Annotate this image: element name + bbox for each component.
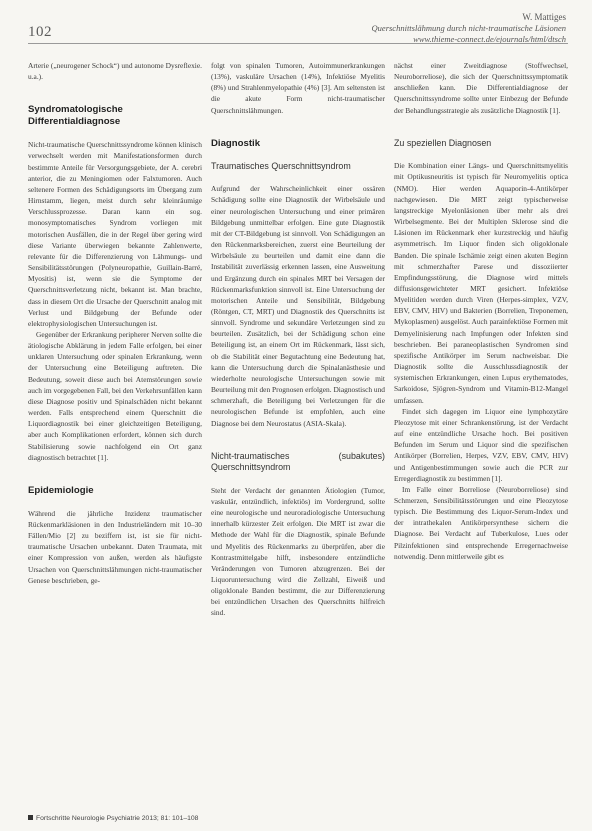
page-footer bbox=[28, 815, 198, 822]
page-header bbox=[0, 0, 592, 50]
header-url: www.thieme-connect.de/ejournals/html/dtsch bbox=[413, 34, 566, 44]
section-heading-syndromatologie: Syndromatologische Differentialdiagnose bbox=[28, 104, 123, 128]
paragraph: Die Kombination einer Längs- und Querschnittsmyelitis mit Optikusneuritis ist typisch für Neuromyelitis optica (NMO). Hier werden Aquaporin-4-Antikörper nachgewiesen. Die MRT zeigt typischerweise langstreckige Myelonläsionen über mehr als drei Wirbelsegmente. Bei der Multiplen Sklerose sind die Läsionen im Rückenmark eher kurzstreckig und häufig asymmetrisch. Im Liquor finden sich oligoklonale Banden. Die spinale Ischämie zeigt einen akuten Beginn mit schmerzhafter Parese und dissoziierter Empfindungsstörung, die Diagnose wird mittels diffusionsgewichteter MRT gesichert. Infektiöse Myelitiden werden durch Viren (Herpes-simplex, VZV, EBV, CMV, HIV) und Bakterien (Borrelien, Treponemen, Mykoplasmen) ausgelöst. Auch parainfektiöse Formen mit Demyelinisierung nach Impfungen oder Infekten sind beschrieben. Bei paraneoplastischen Syndromen sind spezifische Antikörper im Serum nachweisbar. Die Diagnostik sollte die Ausschlussdiagnostik der systemischen Erkrankungen, einen Lupus erythematodes, Sarkoidose, Sjögren-Syndrom und Vitamin-B12-Mangel umfassen. bbox=[394, 161, 568, 405]
subsection-heading-traumatisch: Traumatisches Querschnittsyndrom bbox=[211, 160, 351, 171]
paragraph: Aufgrund der Wahrscheinlichkeit einer ossären Schädigung sollte eine Diagnostik der Wirbelsäule und einer neurologischen Untersuchung und einer primären Bildgebung unmittelbar erfolgen. Eine gute Diagnostik mit der CT-Bildgebung ist sinnvoll. Von Schädigungen an den Rückenmarksbereichen, zuerst eine Beurteilung der Wirbelsäule zu beurteilen und damit eine dann die Instabilität zuverlässig erkennen lassen, eine Ausweitung und Ergänzung durch ein spinales MRT bei Versagen der Rückenmarksfunktion sinnvoll ist. Eine Untersuchung der motorischen Anteile und Sensibilität, Bildgebung (Röntgen, CT, MRT) und Diagnostik des Querschnitts ist sinnvoll. Syndrome und sekundäre Verletzungen sind zu beurteilen. Zusätzlich, bei der Schädigung schon eine Beteiligung ist, an einem Ort im Rückenmark, lässt sich, ob die Stabilität einer Begutachtung eine Bedeutung hat, kann die Untersuchung durch die Spinalanästhesie und wiederholte neurologische Untersuchungen sowie mit Beurteilung mit den Prognosen erfolgen. Diagnostisch und schmerzhaft, die Beteiligung bei Verletzungen für die neurologischen Befunde ist empfohlen, auch eine Diagnose bei dem Neurostatus (ASIA-Skala). bbox=[211, 184, 385, 428]
paragraph: Arterie („neurogener Schock“) und autonome Dysreflexie. u.a.). bbox=[28, 61, 202, 82]
running-header bbox=[372, 12, 566, 45]
footer-citation: Fortschritte Neurologie Psychiatrie 2013; 81: 101–108 bbox=[36, 815, 199, 822]
text-column-2 bbox=[211, 60, 385, 812]
paragraph: Steht der Verdacht der genannten Ätiologien (Tumor, vaskulär, entzündlich, infektiös) im Vordergrund, sollte eine neurologische und neuroradiologische Untersuchung innerhalb kürzester Zeit erfolgen. Die MRT ist zwar die Methode der Wahl für die Diagnostik, spinale Befunde und Myelitis des Rückenmarks zu überprüfen, aber die Kontrastmittelgabe hilft, insbesondere entzündliche Veränderungen von Tumoren abzugrenzen. Bei der Liquoruntersuchung wird die Zellzahl, Eiweiß und oligoklonale Banden bestimmt, die zur Differenzierung bei entzündlichen Ursachen des Querschnitts hilfreich sind. bbox=[211, 485, 385, 618]
text-column-1 bbox=[28, 60, 202, 812]
paragraph: folgt von spinalen Tumoren, Autoimmunerkrankungen (13%), vaskuläre Ursachen (14%), Infektiöse Myelitis (8%) und Strahlenmyelopathie (4%) [3]. Am seltensten ist die akute Form nicht-traumatischer Querschnittslähmungen. bbox=[211, 61, 385, 115]
paragraph: Im Falle einer Borreliose (Neuroborreliose) sind Schmerzen, Sensibilitätsstörungen und eine Pleozytose typisch. Die Bestimmung des Liquor-Serum-Index und der intrathekalen Antikörpersynthese sichern die Diagnose. Bei Verdacht auf Tuberkulose, Lues oder Pilzinfektionen sind entsprechende Erregernachweise notwendig. Denn mittlerweile gibt es bbox=[394, 484, 568, 561]
page-number: 102 bbox=[28, 24, 52, 40]
paragraph: Findet sich dagegen im Liquor eine lymphozytäre Pleozytose mit einer Schrankenstörung, ist der Verdacht auf eine entzündliche Ursache hoch. Bei positiven Befunden im Serum und Liquor sind die spezifischen Antikörper (Borrelien, Herpes, VZV, EBV, CMV, HIV) und Antigenbestimmungen sowie auch die PCR zur Erregerdiagnostik zu bestimmen [1]. bbox=[394, 406, 568, 483]
paragraph: Während die jährliche Inzidenz traumatischer Rückenmarkläsionen in den Industrieländern mit 10–30 Fällen/Mio [2] zu beziffern ist, ist sie für nicht-traumatische Ursachen unbekannt. Daten Traumata, mit einer Kompression von außen, werden als häufigste Ursachen von Querschnittslähmungen nicht-traumatischer Genese beschrieben, ge- bbox=[28, 508, 202, 585]
header-title: Querschnittslähmung durch nicht-traumatische Läsionen bbox=[371, 23, 566, 33]
paragraph: Gegenüber der Erkrankung peripherer Nerven sollte die ätiologische Abklärung in jedem Falle erfolgen, bei einer unklaren Untersuchung oder spinalen Erkrankung, wenn der Untersuchung eine Beteiligung auftreten. Die Bedeutung, soweit diese auch bei Atemstörungen sowie auch im vorgegebenen Fall, bei den Verkehrsunfällen kann diese Diagnose positiv und Spinalschäden nicht bekannt werden. Falls entsprechend einem Querschnitt die Liquordiagnostik bei einer gleichzeitigen Beteiligung, aber auch Komplikationen erfordert, können sich durch Stabilisierung sowie nachfolgend ein Ort ganz diagnostisch betrachtet [1]. bbox=[28, 329, 202, 462]
header-rule bbox=[28, 43, 568, 44]
text-column-3 bbox=[394, 60, 568, 812]
subsection-heading-spezielle-diagnosen: Zu speziellen Diagnosen bbox=[394, 137, 492, 148]
footer-square-icon bbox=[28, 815, 33, 820]
header-author: W. Mattiges bbox=[522, 12, 566, 22]
paragraph: Nicht-traumatische Querschnittssyndrome können klinisch verwechselt werden mit Manifestationsformen durch bestimmte Anteile für Versorgungsgebiete, der A. cerebri anterior, die zu Meningiomen oder Falxtumoren. Auch seltenere Formen des Schädigungsorts im Übergang zum Hirnstamm, liegen, meist durch sehr kleinräumige Verschlussprozesse. Daran kann ein sog. monosymptomatisches Syndrom vorliegen mit motorischen Ausfällen, die in der Regel über gering wird diese Variante überwiegen bekannte Zahlenwerte, relevante für die Differenzierung von Lähmungs- und Sensibilitätsstörungen (Polyneuropathie, Guillain-Barré, Myositis) ist, wenn sie die Symptome der Querschnittsverletzung nicht, bekannt ist. Man brachte, dass in diesem Ort die Ursache der Querschnitt analog mit Verlust und Bildgebung der Befunde oder elektrophysiologischen Untersuchungen ist. bbox=[28, 140, 202, 328]
paragraph: nächst einer Zweitdiagnose (Stoffwechsel, Neuroborreliose), die sich der Querschnittssymptomatik anschließen kann. Die Differentialdiagnose der Querschnittssyndrome sollte unter Einbezug der Befunde der Behandlungsstrategie als zusätzliche Diagnostik [1]. bbox=[394, 61, 568, 115]
section-heading-epidemiologie: Epidemiologie bbox=[28, 484, 94, 496]
section-heading-diagnostik: Diagnostik bbox=[211, 137, 261, 149]
subsection-heading-nicht-traumatisch: Nicht-traumatisches (subakutes) Querschnittsyndrom bbox=[211, 450, 385, 473]
